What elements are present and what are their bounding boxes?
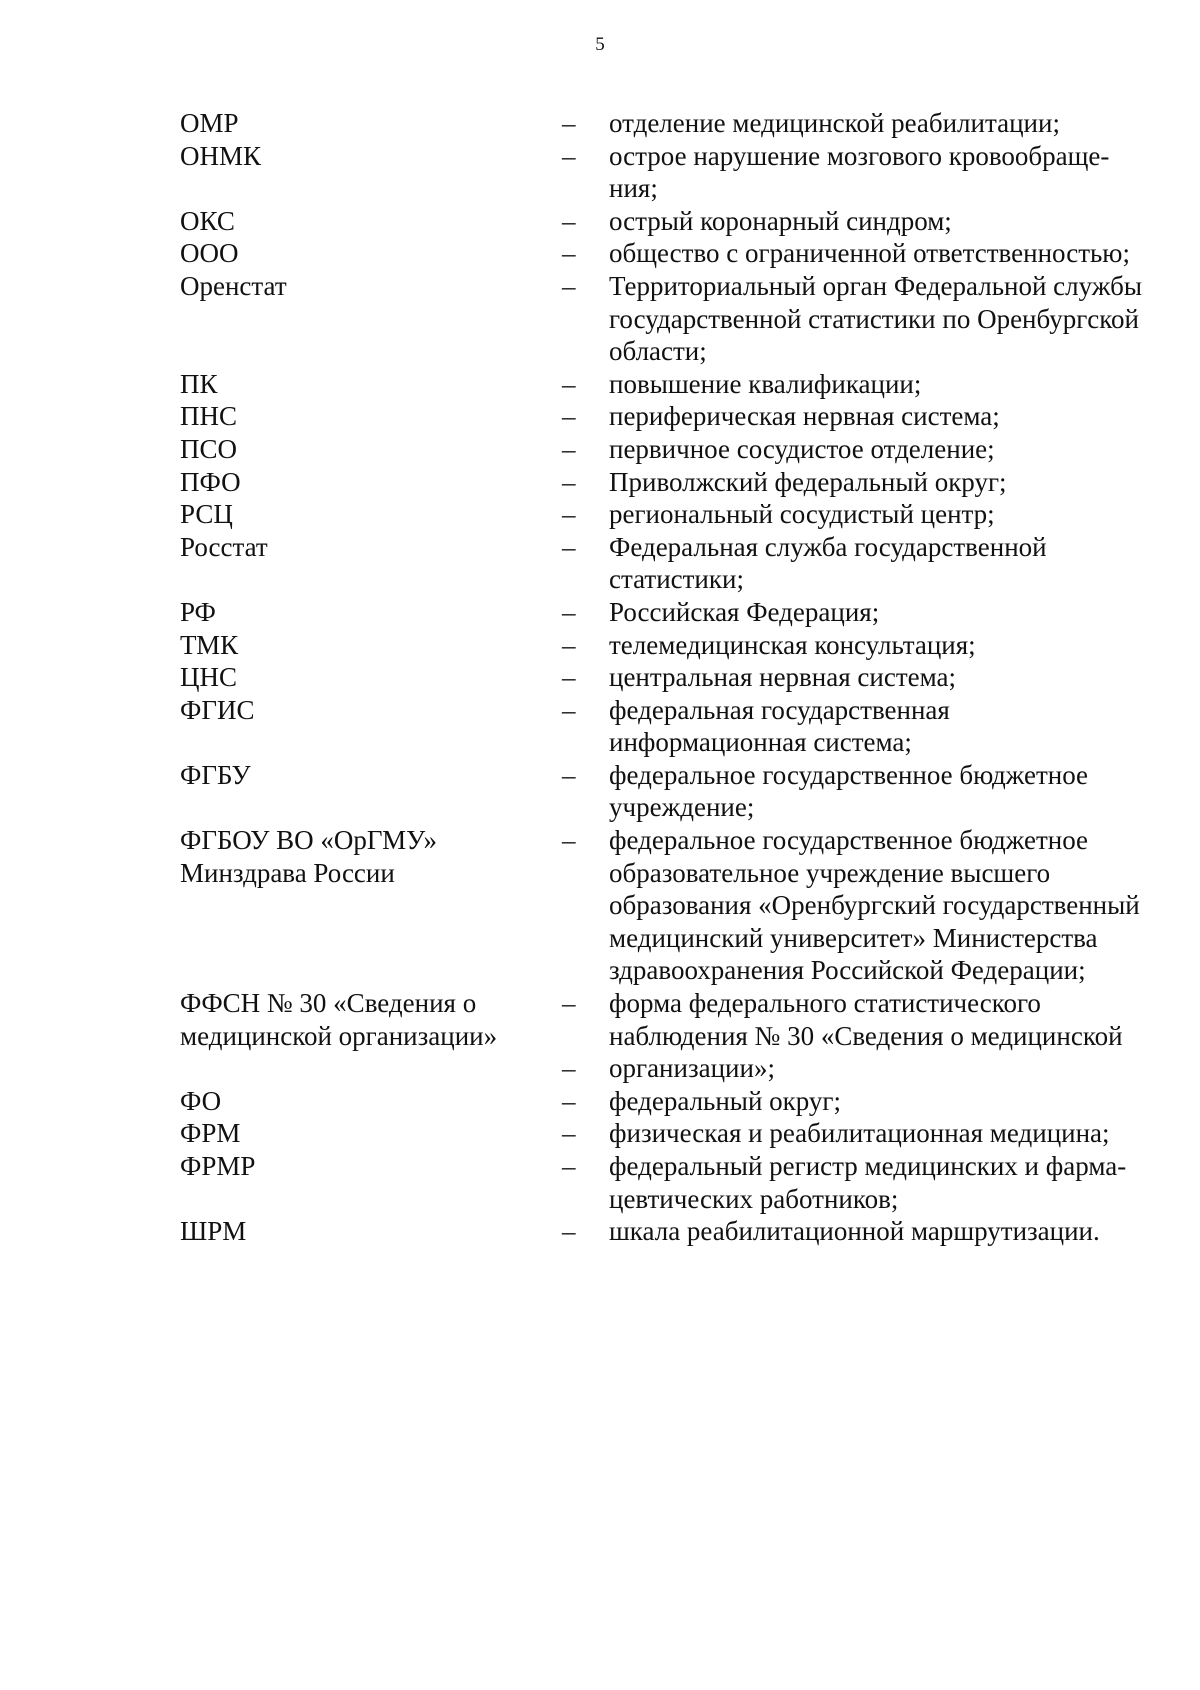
dash-separator: –	[562, 368, 576, 399]
abbreviation-term-line: Росстат	[180, 531, 268, 562]
abbreviation-definition-line: шкала реабилитационной маршрутизации.	[609, 1216, 1100, 1247]
abbreviation-term	[0, 140, 556, 173]
abbreviation-term	[0, 368, 556, 401]
abbreviation-definition-line: Российская Федерация;	[609, 596, 880, 627]
abbreviation-definition-line: федеральный округ;	[609, 1085, 841, 1116]
dash-separator: –	[562, 108, 576, 138]
abbreviation-term-line: ШРМ	[180, 1216, 247, 1247]
dash-separator: –	[562, 1085, 576, 1116]
abbreviation-term	[0, 987, 556, 1052]
abbreviation-row	[0, 531, 1200, 596]
abbreviation-definition-line: острое нарушение мозгового кровообраще-	[609, 140, 1110, 171]
abbreviation-term-line: ОНМК	[180, 140, 262, 171]
abbreviation-definition-line: федеральное государственное бюджетное	[609, 759, 1089, 790]
abbreviation-row	[0, 400, 1200, 433]
abbreviation-definition-line: центральная нервная система;	[609, 662, 956, 693]
abbreviation-definition	[609, 237, 1179, 270]
abbreviation-definition-line: статистики;	[609, 564, 744, 595]
abbreviation-term	[0, 1085, 556, 1118]
abbreviation-term-line: ПСО	[180, 433, 238, 464]
abbreviation-term	[0, 237, 556, 270]
dash-separator: –	[562, 140, 576, 171]
dash-separator: –	[562, 499, 576, 530]
dash-separator: –	[562, 270, 576, 301]
abbreviation-definition	[609, 1150, 1179, 1215]
abbreviation-definition-line: первичное сосудистое отделение;	[609, 433, 995, 464]
abbreviation-row	[0, 824, 1200, 987]
abbreviation-definition-line: наблюдения № 30 «Сведения о медицинской	[609, 1020, 1123, 1051]
dash-separator: –	[562, 759, 576, 790]
abbreviation-definition-line: физическая и реабилитационная медицина;	[609, 1118, 1110, 1149]
abbreviation-definition-line: государственной статистики по Оренбургской	[609, 303, 1139, 334]
abbreviation-definition-line: Федеральная служба государственной	[609, 531, 1047, 562]
abbreviation-term-line: ФРМ	[180, 1118, 241, 1149]
abbreviation-definition-line: области;	[609, 336, 707, 367]
abbreviation-term-line: ФРМР	[180, 1151, 256, 1181]
abbreviation-definition-line: периферическая нервная система;	[609, 401, 1000, 432]
abbreviation-definition	[609, 270, 1179, 368]
abbreviation-row	[0, 498, 1200, 531]
abbreviation-definition	[609, 759, 1179, 824]
abbreviation-definition	[609, 629, 1179, 662]
abbreviation-term-line: ЦНС	[180, 662, 238, 693]
dash-separator: –	[562, 238, 576, 269]
abbreviation-definition	[609, 824, 1179, 987]
abbreviation-definition-line: организации»;	[609, 1053, 775, 1084]
dash-separator: –	[562, 401, 576, 432]
abbreviation-row	[0, 1150, 1200, 1215]
abbreviation-definition-line: федеральный регистр медицинских и фарма-	[609, 1151, 1127, 1181]
abbreviation-row	[0, 368, 1200, 401]
dash-separator: –	[562, 629, 576, 660]
abbreviation-row	[0, 270, 1200, 368]
abbreviation-definition-line: острый коронарный синдром;	[609, 205, 952, 236]
abbreviation-list	[0, 107, 1200, 1248]
abbreviation-definition-line: здравоохранения Российской Федерации;	[609, 955, 1086, 986]
abbreviation-term	[0, 759, 556, 792]
abbreviation-row	[0, 759, 1200, 824]
abbreviation-definition	[609, 140, 1179, 205]
abbreviation-definition	[609, 596, 1179, 629]
abbreviation-term	[0, 205, 556, 238]
dash-separator: –	[562, 433, 576, 464]
abbreviation-definition-line: телемедицинская консультация;	[609, 629, 976, 660]
abbreviation-definition	[609, 531, 1179, 596]
abbreviation-definition	[609, 1117, 1179, 1150]
abbreviation-definition-line: учреждение;	[609, 792, 755, 823]
abbreviation-row	[0, 237, 1200, 270]
abbreviation-term	[0, 824, 556, 889]
dash-separator: –	[562, 825, 576, 856]
abbreviation-row	[0, 596, 1200, 629]
abbreviation-term-line: медицинской организации»	[180, 1020, 498, 1051]
abbreviation-definition	[609, 694, 1179, 759]
page-number: 5	[595, 34, 605, 55]
abbreviation-definition	[609, 400, 1179, 433]
abbreviation-definition-line: Территориальный орган Федеральной службы	[609, 270, 1142, 301]
abbreviation-term-line: ТМК	[180, 629, 239, 660]
abbreviation-row	[0, 694, 1200, 759]
dash-separator: –	[562, 662, 576, 693]
abbreviation-definition	[609, 433, 1179, 466]
abbreviation-definition-line: образовательное учреждение высшего	[609, 857, 1051, 888]
abbreviation-term	[0, 629, 556, 662]
abbreviation-term	[0, 1215, 556, 1248]
abbreviation-term	[0, 498, 556, 531]
dash-separator: –	[562, 596, 576, 627]
abbreviation-row	[0, 1117, 1200, 1150]
abbreviation-row	[0, 205, 1200, 238]
abbreviation-term-line: ФФСН № 30 «Сведения о	[180, 988, 477, 1019]
abbreviation-term	[0, 433, 556, 466]
abbreviation-definition-line: цевтических работников;	[609, 1183, 899, 1214]
abbreviation-definition-line: ния;	[609, 173, 658, 204]
abbreviation-term-line: ФГИС	[180, 694, 255, 725]
abbreviation-definition	[609, 466, 1179, 499]
abbreviation-term	[0, 466, 556, 499]
abbreviation-definition	[609, 987, 1179, 1085]
abbreviation-term	[0, 1150, 556, 1183]
abbreviation-definition-line: повышение квалификации;	[609, 368, 922, 399]
abbreviation-definition	[609, 107, 1179, 140]
dash-separator: –	[562, 1118, 576, 1149]
abbreviation-row	[0, 629, 1200, 662]
abbreviation-term-line: РФ	[180, 596, 216, 627]
abbreviation-term	[0, 531, 556, 564]
abbreviation-term	[0, 661, 556, 694]
abbreviation-definition-line: отделение медицинской реабилитации;	[609, 108, 1060, 138]
abbreviation-term-line: ПК	[180, 368, 218, 399]
dash-separator: –	[562, 466, 576, 497]
abbreviation-definition	[609, 1215, 1179, 1248]
abbreviation-row	[0, 987, 1200, 1085]
abbreviation-definition	[609, 661, 1179, 694]
abbreviation-term-line: ФГБУ	[180, 759, 251, 790]
abbreviation-definition	[609, 368, 1179, 401]
abbreviation-term-line: ОМР	[180, 108, 239, 138]
abbreviation-term	[0, 270, 556, 303]
abbreviation-definition-line: информационная система;	[609, 727, 912, 758]
abbreviation-row	[0, 140, 1200, 205]
abbreviation-term-line: ФГБОУ ВО «ОрГМУ»	[180, 825, 438, 856]
abbreviation-term	[0, 1117, 556, 1150]
dash-separator: –	[562, 1151, 576, 1181]
dash-separator: – –	[562, 988, 576, 1084]
abbreviation-term-line: ОКС	[180, 205, 235, 236]
abbreviation-definition-line: региональный сосудистый центр;	[609, 499, 995, 530]
abbreviation-row	[0, 1085, 1200, 1118]
abbreviation-term-line: Оренстат	[180, 270, 287, 301]
abbreviation-term-line: ФО	[180, 1085, 222, 1116]
abbreviation-definition-line: медицинский университет» Министерства	[609, 922, 1098, 953]
abbreviation-row	[0, 1215, 1200, 1248]
abbreviation-row	[0, 107, 1200, 140]
dash-separator: –	[562, 205, 576, 236]
abbreviation-term-line: ПНС	[180, 401, 238, 432]
abbreviation-term-line: Минздрава России	[180, 857, 395, 888]
dash-separator: –	[562, 1216, 576, 1247]
abbreviation-term	[0, 596, 556, 629]
abbreviation-definition-line: общество с ограниченной ответственностью;	[609, 238, 1130, 269]
abbreviation-row	[0, 433, 1200, 466]
abbreviation-definition-line: форма федерального статистического	[609, 988, 1041, 1019]
abbreviation-term-line: ООО	[180, 238, 239, 269]
dash-separator: –	[562, 694, 576, 725]
abbreviation-term-line: РСЦ	[180, 499, 233, 530]
abbreviation-term	[0, 107, 556, 140]
abbreviation-definition-line: федеральная государственная	[609, 694, 950, 725]
abbreviation-definition	[609, 498, 1179, 531]
abbreviation-row	[0, 661, 1200, 694]
abbreviation-term	[0, 694, 556, 727]
abbreviation-definition	[609, 205, 1179, 238]
abbreviation-definition-line: федеральное государственное бюджетное	[609, 825, 1089, 856]
abbreviation-row	[0, 466, 1200, 499]
abbreviation-term	[0, 400, 556, 433]
dash-separator: –	[562, 531, 576, 562]
abbreviation-definition-line: Приволжский федеральный округ;	[609, 466, 1007, 497]
abbreviation-term-line: ПФО	[180, 466, 241, 497]
abbreviation-definition-line: образования «Оренбургский государственный	[609, 890, 1140, 921]
abbreviation-definition	[609, 1085, 1179, 1118]
